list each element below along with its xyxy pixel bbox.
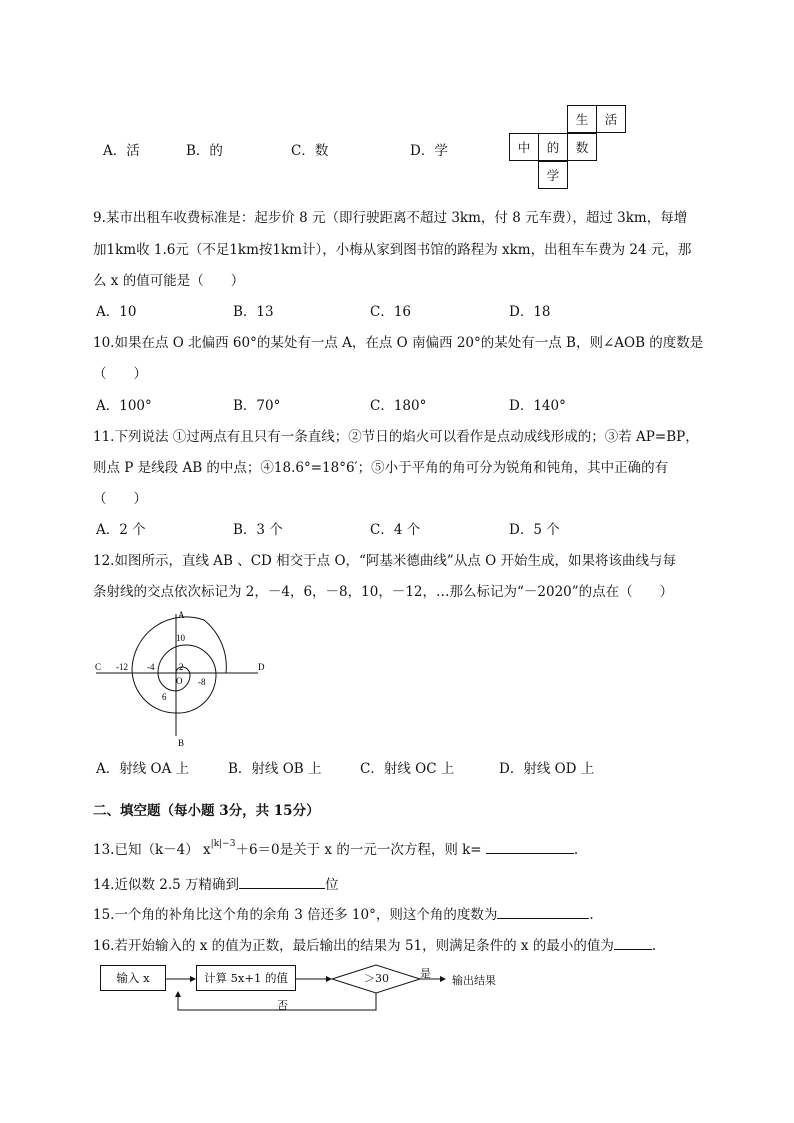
q9-option-b[interactable]: B．13 <box>233 304 274 320</box>
flow-no-label: 否 <box>277 999 288 1012</box>
q12-line2: 条射线的交点依次标记为 2，－4，6，－8，10，－12，…那么标记为“－2020”的点在（ ） <box>93 584 674 600</box>
q14-text-b: 位 <box>325 877 339 893</box>
label-minus4: -4 <box>147 662 155 672</box>
flow-compute-box: 计算 5x+1 的值 <box>196 965 296 991</box>
label-6: 6 <box>162 692 167 702</box>
q8-option-c[interactable]: C．数 <box>291 143 329 159</box>
q16 <box>93 934 656 954</box>
q8-option-b[interactable]: B．的 <box>186 143 223 159</box>
q15 <box>93 903 594 923</box>
q14-answer-blank[interactable] <box>239 874 325 889</box>
q13 <box>93 838 578 858</box>
label-o: O <box>176 676 183 686</box>
q15-end: . <box>589 907 594 923</box>
flow-input-box: 输入 x <box>100 965 166 991</box>
arrow-2 <box>326 976 332 982</box>
q16-text-a: 16.若开始输入的 x 的值为正数，最后输出的结果为 51，则满足条件的 x 的最小的值为 <box>93 938 614 954</box>
label-b: B <box>178 738 185 748</box>
q10-line1: 10.如果在点 O 北偏西 60°的某处有一点 A，在点 O 南偏西 20°的某处有一点 B，则∠AOB 的度数是 <box>93 335 704 351</box>
q10-option-d[interactable]: D．140° <box>509 398 566 414</box>
q11-option-d[interactable]: D．5 个 <box>509 522 560 538</box>
net-cell-2: 活 <box>596 105 626 133</box>
label-c: C <box>95 662 102 672</box>
q9-line2: 加1km收 1.6元（不足1km按1km计），小梅从家到图书馆的路程为 xkm，出租车车费为 24 元，那 <box>93 242 692 258</box>
q15-answer-blank[interactable] <box>497 904 589 919</box>
label-minus8: -8 <box>198 677 206 687</box>
q12-option-a[interactable]: A．射线 OA 上 <box>96 761 190 777</box>
q11-line1: 11.下列说法 ①过两点有且只有一条直线；②节日的焰火可以看作是点动成线形成的；③若 AP=BP， <box>93 429 699 445</box>
q13-text-b: ＋6＝0是关于 x 的一元一次方程，则 k= <box>235 842 482 858</box>
q12-option-c[interactable]: C．射线 OC 上 <box>360 761 455 777</box>
q13-text-a: 13.已知（k－4） x <box>93 842 211 858</box>
net-cell-6: 学 <box>538 161 568 189</box>
q13-end: . <box>573 842 579 858</box>
q11-line3: （ ） <box>93 491 147 507</box>
q11-option-a[interactable]: A．2 个 <box>96 522 146 538</box>
net-cell-3: 中 <box>509 133 539 161</box>
q12-line1: 12.如图所示，直线 AB 、CD 相交于点 O，“阿基米德曲线”从点 O 开始生成，如果将该曲线与每 <box>93 553 676 569</box>
label-10: 10 <box>176 633 185 643</box>
arrow-loop <box>175 991 181 997</box>
q11-option-c[interactable]: C．4 个 <box>370 522 421 538</box>
q9-option-a[interactable]: A．10 <box>96 304 137 320</box>
q10-line2: （ ） <box>93 366 147 382</box>
q12-option-b[interactable]: B．射线 OB 上 <box>228 761 322 777</box>
q16-answer-blank[interactable] <box>614 935 652 950</box>
q8-option-d[interactable]: D．学 <box>410 143 448 159</box>
q15-text-a: 15.一个角的补角比这个角的余角 3 倍还多 10°，则这个角的度数为 <box>93 907 498 923</box>
net-cell-1: 生 <box>567 105 597 133</box>
q9-line3: 么 x 的值可能是（ ） <box>93 273 245 289</box>
q9-option-c[interactable]: C．16 <box>370 304 412 320</box>
q12-option-d[interactable]: D．射线 OD 上 <box>499 761 595 777</box>
q14-text-a: 14.近似数 2.5 万精确到 <box>93 877 240 893</box>
flow-yes-label: 是 <box>420 967 431 980</box>
q9-option-d[interactable]: D．18 <box>509 304 551 320</box>
q13-exponent: |k|−3 <box>210 839 236 849</box>
q14 <box>93 873 339 893</box>
q8-option-a[interactable]: A．活 <box>103 143 140 159</box>
arrow-1 <box>190 976 196 982</box>
q11-line2: 则点 P 是线段 AB 的中点；④18.6°=18°6′；⑤小于平角的角可分为锐角和钝角，其中正确的有 <box>93 460 669 476</box>
q16-end: . <box>651 938 657 954</box>
flow-connectors <box>90 960 510 1016</box>
net-cell-5: 数 <box>567 133 597 161</box>
q9-line1: 9.某市出租车收费标准是：起步价 8 元（即行驶距离不超过 3km，付 8 元车费），超过 3km，每增 <box>93 210 688 226</box>
q11-option-b[interactable]: B．3 个 <box>233 522 283 538</box>
flow-condition-label: ＞30 <box>364 972 389 985</box>
arrow-yes <box>440 976 446 982</box>
label-2: 2 <box>179 662 184 672</box>
q10-option-c[interactable]: C．180° <box>370 398 427 414</box>
q10-option-b[interactable]: B．70° <box>233 398 281 414</box>
label-minus12: -12 <box>116 662 128 672</box>
q13-answer-blank[interactable] <box>486 839 574 854</box>
section-fill-in-title: 二、填空题（每小题 3分，共 15分） <box>93 803 320 819</box>
q10-option-a[interactable]: A．100° <box>96 398 152 414</box>
label-a: A <box>178 610 185 620</box>
flow-output-label: 输出结果 <box>452 974 496 987</box>
label-d: D <box>258 662 265 672</box>
net-cell-4: 的 <box>538 133 568 161</box>
spiral-figure <box>92 608 272 750</box>
